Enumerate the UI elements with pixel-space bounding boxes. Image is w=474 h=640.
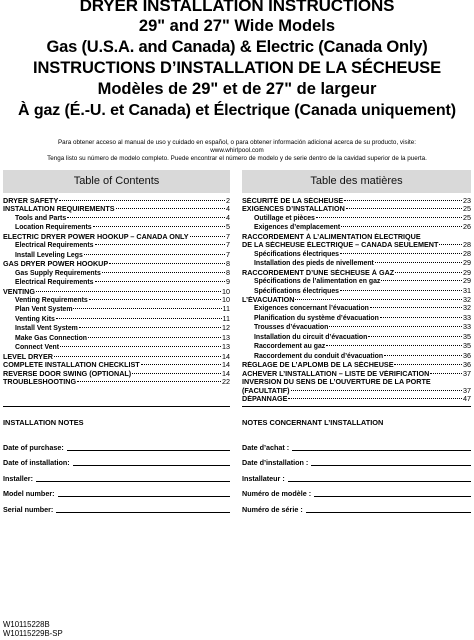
- toc-entry-label: Venting Requirements: [15, 296, 88, 304]
- toc-header-french: Table des matières: [242, 170, 471, 193]
- note-field-label: Numéro de modèle :: [242, 489, 312, 498]
- toc-entry-label: INSTALLATION REQUIREMENTS: [3, 205, 115, 214]
- part-number-spanish: W10115229B-SP: [3, 629, 63, 638]
- toc-entry-page: 33: [463, 313, 471, 322]
- toc-entry[interactable]: [3, 296, 230, 305]
- toc-entry-label: Tools and Parts: [15, 214, 67, 222]
- toc-entry-label: ACHEVER L’INSTALLATION – LISTE DE VÉRIFICATION: [242, 369, 430, 378]
- spanish-intro: [0, 139, 474, 164]
- toc-leader-dots: [381, 280, 462, 281]
- toc-entry[interactable]: [3, 370, 230, 378]
- toc-entry-label: EXIGENCES D’INSTALLATION: [242, 205, 345, 214]
- toc-entry[interactable]: [242, 197, 471, 205]
- toc-entry-page: 29: [463, 259, 471, 268]
- toc-entry-label: DRYER SAFETY: [3, 197, 59, 205]
- toc-entry-page: 5: [226, 223, 230, 232]
- toc-entry-label: Installation des pieds de nivellement: [254, 260, 374, 268]
- toc-leader-dots: [141, 364, 221, 365]
- intro-line-3: Tenga listo su número de modelo completo. Puede encontrar el número de modelo y de serie dentro de la cavidad superior de la puerta.: [47, 155, 427, 163]
- toc-leader-dots: [340, 253, 462, 254]
- toc-entry-page: 9: [226, 278, 230, 287]
- toc-entry[interactable]: [3, 269, 230, 278]
- toc-entry-label: Connect Vent: [15, 344, 60, 352]
- toc-entry-page: 12: [222, 324, 230, 333]
- toc-leader-dots: [93, 226, 225, 227]
- toc-entry[interactable]: [3, 353, 230, 361]
- toc-entry-label: (FACULTATIF): [242, 386, 290, 395]
- toc-entry-page: 11: [222, 314, 230, 323]
- toc-entry[interactable]: [242, 333, 471, 342]
- toc-entry[interactable]: [242, 378, 471, 386]
- toc-entry-page: 7: [226, 241, 230, 250]
- toc-leader-dots: [60, 346, 221, 347]
- toc-entry-page: 25: [463, 205, 471, 214]
- toc-entry[interactable]: [3, 233, 230, 241]
- toc-entry[interactable]: [3, 324, 230, 333]
- toc-entry-page: 7: [226, 250, 230, 259]
- toc-entry-page: 28: [463, 241, 471, 250]
- toc-entry-page: 14: [222, 369, 230, 378]
- toc-leader-dots: [132, 373, 221, 374]
- toc-english: [3, 197, 230, 387]
- toc-entry-page: 7: [226, 232, 230, 241]
- toc-entry[interactable]: [242, 395, 471, 403]
- toc-entry-label: Install Vent System: [15, 325, 78, 333]
- toc-entry-label: TROUBLESHOOTING: [3, 378, 77, 387]
- toc-leader-dots: [395, 272, 462, 273]
- intro-url: www.whirlpool.com: [210, 147, 264, 155]
- toc-entry-page: 31: [463, 286, 471, 295]
- toc-entry-label: Trousses d’évacuation: [254, 324, 329, 332]
- toc-entry-label: L’ÉVACUATION: [242, 295, 295, 304]
- toc-entry-label: Venting Kits: [15, 315, 55, 323]
- toc-entry[interactable]: [3, 278, 230, 287]
- toc-entry[interactable]: [242, 361, 471, 369]
- toc-entry[interactable]: [242, 277, 471, 286]
- title-line-3: Gas (U.S.A. and Canada) & Electric (Canada Only): [46, 38, 428, 56]
- toc-entry-page: 29: [463, 277, 471, 286]
- toc-leader-dots: [36, 291, 221, 292]
- toc-entry[interactable]: [3, 305, 230, 314]
- intro-line-1: Para obtener acceso al manual de uso y cuidado en español, o para obtener información adicional acerca de su producto, visite:: [57, 139, 417, 146]
- toc-entry-label: LEVEL DRYER: [3, 352, 53, 361]
- toc-entry-label: Electrical Requirements: [15, 279, 94, 287]
- toc-entry[interactable]: [242, 296, 471, 304]
- toc-entry-label: Make Gas Connection: [15, 334, 87, 342]
- toc-entry-label: Installation du circuit d’évacuation: [254, 333, 368, 341]
- toc-leader-dots: [340, 290, 462, 291]
- toc-entry[interactable]: [3, 197, 230, 205]
- toc-leader-dots: [67, 217, 225, 218]
- toc-leader-dots: [295, 299, 462, 300]
- note-field-label: Date d’achat :: [242, 442, 290, 452]
- toc-leader-dots: [375, 262, 462, 263]
- toc-entry-page: 25: [463, 213, 471, 222]
- toc-entry-label: Spécifications de l’alimentation en gaz: [254, 278, 381, 286]
- toc-entry[interactable]: [3, 251, 230, 260]
- toc-entry-label: INVERSION DU SENS DE L’OUVERTURE DE LA PORTE: [242, 378, 431, 387]
- toc-entry-page: 26: [463, 223, 471, 232]
- toc-leader-dots: [116, 208, 225, 209]
- toc-entry-label: DE LA SÉCHEUSE ÉLECTRIQUE – CANADA SEULEMENT: [242, 241, 439, 250]
- toc-entry-label: COMPLETE INSTALLATION CHECKLIST: [3, 361, 140, 370]
- toc-entry-page: 32: [463, 304, 471, 313]
- toc-entry-label: Outillage et pièces: [254, 214, 315, 222]
- toc-entry[interactable]: [3, 205, 230, 213]
- toc-leader-dots: [394, 364, 462, 365]
- toc-leader-dots: [89, 299, 221, 300]
- toc-entry-page: 28: [463, 249, 471, 258]
- toc-entry[interactable]: [242, 250, 471, 259]
- toc-entry[interactable]: [242, 241, 471, 249]
- toc-entry-page: 4: [226, 213, 230, 222]
- toc-entry[interactable]: [242, 352, 471, 361]
- note-field-line[interactable]: [67, 443, 230, 451]
- toc-leader-dots: [54, 356, 221, 357]
- note-field-line[interactable]: [306, 505, 471, 513]
- toc-entry-page: 35: [463, 332, 471, 341]
- toc-leader-dots: [73, 308, 221, 309]
- toc-entry[interactable]: [242, 214, 471, 223]
- toc-leader-dots: [370, 307, 462, 308]
- note-field-label: Model number:: [3, 489, 55, 498]
- toc-leader-dots: [439, 244, 462, 245]
- installation-notes-fields: [3, 436, 230, 514]
- toc-leader-dots: [316, 217, 462, 218]
- toc-entry[interactable]: [3, 260, 230, 268]
- toc-entry-label: SÉCURITÉ DE LA SÉCHEUSE: [242, 197, 344, 205]
- note-field-label: Date d’installation :: [242, 458, 309, 467]
- toc-entry-label: Spécifications électriques: [254, 250, 340, 258]
- toc-entry[interactable]: [3, 223, 230, 232]
- toc-leader-dots: [291, 390, 463, 391]
- note-field: [3, 436, 230, 452]
- toc-leader-dots: [380, 317, 462, 318]
- toc-entry-label: Exigences d’emplacement: [254, 224, 341, 232]
- note-field-line[interactable]: [73, 458, 230, 466]
- toc-entry-label: GAS DRYER POWER HOOKUP: [3, 260, 109, 269]
- note-field-label: Date of installation:: [3, 458, 70, 467]
- note-field: [3, 467, 230, 483]
- toc-entry[interactable]: [3, 334, 230, 343]
- toc-entry[interactable]: [242, 287, 471, 296]
- note-field-label: Numéro de série :: [242, 504, 303, 514]
- toc-entry-label: RÉGLAGE DE L’APLOMB DE LA SÉCHEUSE: [242, 361, 394, 370]
- toc-entry-label: ELECTRIC DRYER POWER HOOKUP – CANADA ONLY: [3, 232, 189, 241]
- toc-entry-page: 22: [222, 378, 230, 387]
- part-numbers: [3, 620, 63, 638]
- note-field: [242, 483, 471, 499]
- toc-leader-dots: [79, 327, 221, 328]
- toc-entry[interactable]: [242, 370, 471, 378]
- note-field-label: Installer:: [3, 473, 33, 483]
- toc-leader-dots: [344, 200, 462, 201]
- title-line-6: À gaz (É.-U. et Canada) et Électrique (Canada uniquement): [18, 102, 456, 119]
- note-field-line[interactable]: [36, 474, 230, 482]
- toc-entry-page: 13: [222, 333, 230, 342]
- toc-entry-page: 37: [463, 386, 471, 395]
- toc-entry[interactable]: [242, 387, 471, 395]
- toc-entry-label: Spécifications électriques: [254, 287, 340, 295]
- toc-entry[interactable]: [3, 288, 230, 296]
- toc-entry-page: 10: [222, 287, 230, 296]
- toc-entry[interactable]: [3, 315, 230, 324]
- toc-leader-dots: [95, 244, 225, 245]
- toc-leader-dots: [341, 226, 462, 227]
- toc-leader-dots: [59, 200, 225, 201]
- toc-entry-page: 37: [463, 369, 471, 378]
- note-field-label: Installateur :: [242, 473, 285, 483]
- toc-entry-label: Exigences concernant l’évacuation: [254, 305, 369, 313]
- toc-entry-page: 47: [463, 394, 471, 403]
- note-field-line[interactable]: [311, 458, 471, 466]
- toc-entry-page: 13: [222, 343, 230, 352]
- toc-entry[interactable]: [3, 241, 230, 250]
- toc-entry[interactable]: [242, 269, 471, 277]
- document-title: [0, 0, 474, 121]
- title-line-4: INSTRUCTIONS D’INSTALLATION DE LA SÉCHEUSE: [32, 59, 441, 77]
- toc-leader-dots: [109, 263, 225, 264]
- note-field: [242, 498, 471, 514]
- toc-entry-page: 4: [226, 205, 230, 214]
- notes-divider-french: [242, 406, 471, 407]
- toc-entry[interactable]: [242, 233, 471, 241]
- toc-entry-page: 8: [226, 268, 230, 277]
- toc-entry[interactable]: [242, 304, 471, 313]
- toc-entry[interactable]: [242, 323, 471, 332]
- toc-leader-dots: [56, 318, 222, 319]
- part-number-english: W10115228B: [3, 620, 50, 629]
- toc-entry-page: 36: [463, 351, 471, 360]
- notes-installation-fields-fr: [242, 436, 471, 514]
- toc-entry-label: Gas Supply Requirements: [15, 269, 101, 277]
- toc-leader-dots: [346, 208, 462, 209]
- installation-notes-title: INSTALLATION NOTES: [3, 418, 84, 427]
- note-field-line[interactable]: [56, 505, 230, 513]
- toc-entry-page: 23: [463, 197, 471, 205]
- note-field-label: Serial number:: [3, 504, 54, 514]
- toc-entry[interactable]: [242, 205, 471, 213]
- note-field: [242, 436, 471, 452]
- note-field: [242, 467, 471, 483]
- toc-entry-page: 14: [222, 361, 230, 370]
- toc-entry[interactable]: [242, 223, 471, 232]
- toc-leader-dots: [384, 355, 462, 356]
- toc-entry-page: 35: [463, 342, 471, 351]
- toc-entry-label: Raccordement au gaz: [254, 343, 326, 351]
- toc-leader-dots: [326, 345, 462, 346]
- notes-divider-english: [3, 406, 230, 407]
- toc-entry-label: Install Leveling Legs: [15, 251, 83, 259]
- toc-entry[interactable]: [242, 314, 471, 323]
- toc-leader-dots: [77, 381, 221, 382]
- toc-leader-dots: [84, 254, 225, 255]
- toc-leader-dots: [88, 337, 221, 338]
- toc-entry[interactable]: [3, 361, 230, 369]
- toc-leader-dots: [95, 281, 225, 282]
- note-field-line[interactable]: [292, 443, 471, 451]
- toc-french: [242, 197, 471, 403]
- note-field-line[interactable]: [288, 474, 471, 482]
- toc-leader-dots: [190, 236, 225, 237]
- toc-entry-label: REVERSE DOOR SWING (OPTIONAL): [3, 369, 132, 378]
- toc-entry-label: Raccordement du conduit d’évacuation: [254, 352, 384, 360]
- toc-entry[interactable]: [3, 214, 230, 223]
- toc-leader-dots: [329, 326, 462, 327]
- toc-entry[interactable]: [242, 342, 471, 351]
- note-field-label: Date of purchase:: [3, 442, 64, 452]
- note-field: [3, 483, 230, 499]
- toc-entry-label: Plan Vent System: [15, 306, 73, 314]
- toc-entry-page: 10: [222, 295, 230, 304]
- toc-leader-dots: [368, 336, 462, 337]
- toc-entry[interactable]: [3, 378, 230, 386]
- toc-entry-page: 2: [226, 197, 230, 205]
- toc-entry-page: 33: [463, 323, 471, 332]
- note-field: [3, 498, 230, 514]
- toc-header-english: Table of Contents: [3, 170, 230, 193]
- toc-leader-dots: [102, 272, 225, 273]
- toc-entry-label: RACCORDEMENT D’UNE SÉCHEUSE À GAZ: [242, 268, 395, 277]
- title-line-1: DRYER INSTALLATION INSTRUCTIONS: [79, 0, 395, 15]
- toc-entry-label: Location Requirements: [15, 224, 92, 232]
- toc-entry-label: RACCORDEMENT À L’ALIMENTATION ÉLECTRIQUE: [242, 232, 421, 241]
- toc-entry-page: 11: [222, 305, 230, 314]
- toc-entry-page: 8: [226, 260, 230, 269]
- notes-installation-title-fr: NOTES CONCERNANT L’INSTALLATION: [242, 418, 384, 427]
- toc-leader-dots: [430, 373, 462, 374]
- toc-entry-label: DÉPANNAGE: [242, 394, 288, 403]
- toc-entry-label: Planification du système d’évacuation: [254, 314, 379, 322]
- toc-entry-page: 32: [463, 295, 471, 304]
- note-field: [242, 452, 471, 468]
- note-field-line[interactable]: [314, 489, 471, 497]
- toc-entry-page: 14: [222, 352, 230, 361]
- toc-leader-dots: [288, 398, 462, 399]
- toc-entry-label: Electrical Requirements: [15, 242, 94, 250]
- title-line-5: Modèles de 29" et de 27" de largeur: [97, 80, 377, 98]
- toc-entry-page: 36: [463, 361, 471, 370]
- title-line-2: 29" and 27" Wide Models: [138, 17, 336, 35]
- toc-entry[interactable]: [3, 343, 230, 352]
- toc-entry[interactable]: [242, 259, 471, 268]
- toc-entry-label: VENTING: [3, 287, 35, 296]
- note-field-line[interactable]: [58, 489, 230, 497]
- note-field: [3, 452, 230, 468]
- toc-entry-page: 29: [463, 268, 471, 277]
